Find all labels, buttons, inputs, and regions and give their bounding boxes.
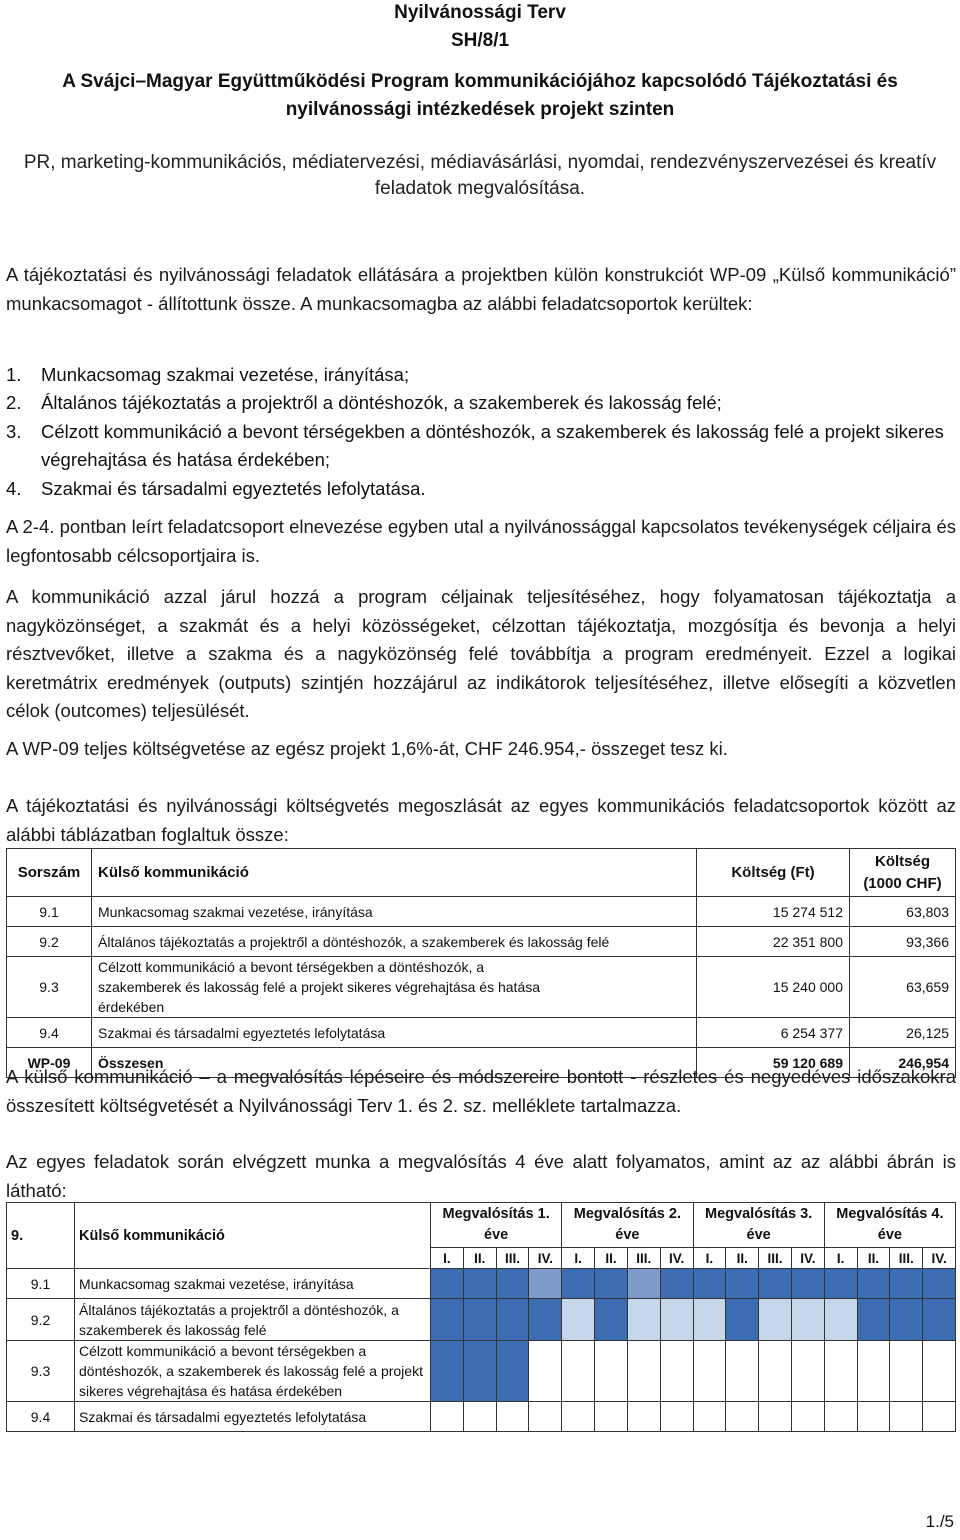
row-number: 9.3 (7, 957, 92, 1018)
row-number: 9.2 (7, 927, 92, 957)
row-number: 9.1 (7, 897, 92, 927)
schedule-cell (857, 1402, 890, 1432)
quarter-header: I. (693, 1248, 726, 1269)
schedule-cell (759, 1341, 792, 1402)
schedule-cell (791, 1269, 824, 1299)
schedule-cell (562, 1341, 595, 1402)
paragraph-schedule: Az egyes feladatok során elvégzett munka a megvalósítás 4 éve alatt folyamatos, amint az az alábbi ábrán is látható: (6, 1151, 956, 1201)
schedule-cell (496, 1269, 529, 1299)
schedule-header-number: 9. (7, 1203, 75, 1269)
schedule-cell (923, 1402, 956, 1432)
row-cost-ft: 6 254 377 (697, 1018, 850, 1048)
schedule-cell (726, 1269, 759, 1299)
row-cost-chf: 93,366 (850, 927, 956, 957)
schedule-cell (890, 1402, 923, 1432)
task-group-list (6, 361, 956, 503)
schedule-cell (431, 1402, 464, 1432)
schedule-cell (759, 1299, 792, 1341)
year-header: Megvalósítás 2. éve (562, 1203, 693, 1248)
schedule-cell (857, 1299, 890, 1341)
list-item-number: 3. (6, 420, 22, 442)
schedule-cell (529, 1299, 562, 1341)
row-name: Célzott kommunikáció a bevont térségekben a döntéshozók, a szakemberek és lakosság felé a projekt sikeres végrehajtása és hatása érdekében (92, 957, 697, 1018)
year-header: Megvalósítás 4. éve (824, 1203, 955, 1248)
row-name: Szakmai és társadalmi egyeztetés lefolytatása (92, 1018, 697, 1048)
paragraph-budget-share: A WP-09 teljes költségvetése az egész projekt 1,6%-át, CHF 246.954,- összeget tesz ki. (6, 738, 728, 759)
quarter-header: IV. (660, 1248, 693, 1269)
list-item-number: 4. (6, 477, 22, 499)
schedule-cell (562, 1299, 595, 1341)
schedule-cell (923, 1269, 956, 1299)
quarter-header: I. (562, 1248, 595, 1269)
schedule-cell (627, 1341, 660, 1402)
schedule-cell (693, 1299, 726, 1341)
schedule-row-number: 9.4 (7, 1402, 75, 1432)
row-name: Munkacsomag szakmai vezetése, irányítása (92, 897, 697, 927)
schedule-cell (726, 1341, 759, 1402)
list-item-text: Általános tájékoztatás a projektről a döntéshozók, a szakemberek és lakosság felé; (41, 392, 722, 414)
schedule-cell (890, 1341, 923, 1402)
table-row (7, 1018, 956, 1048)
schedule-cell (595, 1269, 628, 1299)
schedule-cell (693, 1341, 726, 1402)
schedule-row-number: 9.1 (7, 1269, 75, 1299)
quarter-header: I. (824, 1248, 857, 1269)
list-item-text: Szakmai és társadalmi egyeztetés lefolytatása. (41, 477, 426, 499)
schedule-cell (791, 1341, 824, 1402)
paragraph-annex: A külső kommunikáció – a megvalósítás lépéseire és módszereire bontott - részletes és negyedéves időszakokra összesített költségvetését a Nyilvánossági Terv 1. és 2. sz. melléklete tartalmazza. (6, 1066, 956, 1116)
quarter-header: IV. (791, 1248, 824, 1269)
schedule-cell (824, 1299, 857, 1341)
schedule-cell (824, 1341, 857, 1402)
schedule-cell (529, 1341, 562, 1402)
list-item (6, 361, 956, 389)
schedule-cell (923, 1341, 956, 1402)
list-item (6, 418, 956, 475)
schedule-row-number: 9.3 (7, 1341, 75, 1402)
schedule-cell (627, 1299, 660, 1341)
row-cost-chf: 26,125 (850, 1018, 956, 1048)
schedule-row-number: 9.2 (7, 1299, 75, 1341)
table-row (7, 957, 956, 1018)
paragraph-task-groups: A 2-4. pontban leírt feladatcsoport elnevezése egyben utal a nyilvánossággal kapcsolatos tevékenységek céljaira és legfontosabb célcsoportjaira is. (6, 516, 956, 566)
document-code: SH/8/1 (450, 30, 510, 51)
schedule-cell (693, 1402, 726, 1432)
schedule-cell (595, 1299, 628, 1341)
schedule-row-name: Munkacsomag szakmai vezetése, irányítása (75, 1269, 431, 1299)
schedule-cell (496, 1341, 529, 1402)
quarter-header: IV. (529, 1248, 562, 1269)
quarter-header: III. (759, 1248, 792, 1269)
schedule-cell (660, 1269, 693, 1299)
quarter-header: II. (595, 1248, 628, 1269)
quarter-header: III. (890, 1248, 923, 1269)
row-cost-ft: 15 274 512 (697, 897, 850, 927)
column-header-number: Sorszám (7, 849, 92, 897)
list-item (6, 389, 956, 417)
page-number: 1./5 (925, 1512, 954, 1531)
paragraph-budget-intro: A tájékoztatási és nyilvánossági költségvetés megoszlását az egyes kommunikációs feladatcsoportok között az alábbi táblázatban foglaltuk össze: (6, 795, 956, 845)
schedule-cell (791, 1402, 824, 1432)
budget-table (6, 848, 956, 1078)
year-header: Megvalósítás 1. éve (431, 1203, 562, 1248)
schedule-cell (463, 1299, 496, 1341)
schedule-cell (431, 1341, 464, 1402)
schedule-cell (529, 1402, 562, 1432)
schedule-cell (562, 1269, 595, 1299)
list-item-text: Munkacsomag szakmai vezetése, irányítása; (41, 364, 410, 385)
schedule-cell (890, 1299, 923, 1341)
schedule-cell (759, 1269, 792, 1299)
schedule-cell (726, 1299, 759, 1341)
total-cost-ft: 59 120 689 (697, 1048, 850, 1078)
schedule-cell (824, 1269, 857, 1299)
document-title: Nyilvánossági Terv (394, 2, 566, 23)
schedule-row-name: Általános tájékoztatás a projektről a döntéshozók, a szakemberek és lakosság felé (75, 1299, 431, 1341)
schedule-cell (562, 1402, 595, 1432)
column-header-cost-ft: Költség (Ft) (697, 849, 850, 897)
schedule-cell (431, 1269, 464, 1299)
paragraph-workpackage: A tájékoztatási és nyilvánossági feladatok ellátására a projektben külön konstrukciót WP-09 „Külső kommunikáció” munkacsomagot - állítottunk össze. A munkacsomagba az alábbi feladatcsoportok kerültek: (6, 264, 956, 314)
schedule-header-row (7, 1203, 956, 1248)
total-cost-chf: 246,954 (850, 1048, 956, 1078)
quarter-header: I. (431, 1248, 464, 1269)
table-row (7, 897, 956, 927)
schedule-cell (595, 1402, 628, 1432)
schedule-cell (463, 1269, 496, 1299)
list-item-number: 2. (6, 392, 22, 414)
quarter-header: II. (857, 1248, 890, 1269)
schedule-cell (660, 1402, 693, 1432)
schedule-cell (857, 1269, 890, 1299)
schedule-cell (529, 1269, 562, 1299)
column-header-name: Külső kommunikáció (92, 849, 697, 897)
quarter-header: II. (726, 1248, 759, 1269)
column-header-cost-chf: Költség (1000 CHF) (850, 849, 956, 897)
list-item-number: 1. (6, 364, 22, 385)
table-row (7, 927, 956, 957)
schedule-cell (890, 1269, 923, 1299)
row-cost-ft: 15 240 000 (697, 957, 850, 1018)
schedule-table (6, 1202, 956, 1432)
schedule-cell (627, 1269, 660, 1299)
schedule-cell (463, 1341, 496, 1402)
row-cost-chf: 63,803 (850, 897, 956, 927)
schedule-cell (496, 1299, 529, 1341)
intro-text: PR, marketing-kommunikációs, médiatervezési, médiavásárlási, nyomdai, rendezvényszervezései és kreatív feladatok megvalósítása. (23, 152, 937, 199)
schedule-cell (431, 1299, 464, 1341)
schedule-row (7, 1299, 956, 1341)
schedule-header-title: Külső kommunikáció (75, 1203, 431, 1269)
document-header (0, 0, 960, 124)
schedule-row (7, 1402, 956, 1432)
schedule-cell (595, 1341, 628, 1402)
list-item-text: Célzott kommunikáció a bevont térségekben a döntéshozók, a szakemberek és lakosság felé a projekt sikeres végrehajtása és hatása érdekében; (41, 420, 944, 471)
row-number: 9.4 (7, 1018, 92, 1048)
schedule-cell (824, 1402, 857, 1432)
quarter-header: IV. (923, 1248, 956, 1269)
schedule-cell (463, 1402, 496, 1432)
schedule-cell (660, 1299, 693, 1341)
schedule-row-name: Célzott kommunikáció a bevont térségekben a döntéshozók, a szakemberek és lakosság felé a projekt sikeres végrehajtása és hatása érdekében (75, 1341, 431, 1402)
schedule-cell (693, 1269, 726, 1299)
quarter-header: II. (463, 1248, 496, 1269)
year-header: Megvalósítás 3. éve (693, 1203, 824, 1248)
row-name: Általános tájékoztatás a projektről a döntéshozók, a szakemberek és lakosság felé (92, 927, 697, 957)
schedule-cell (627, 1402, 660, 1432)
schedule-row (7, 1341, 956, 1402)
schedule-cell (726, 1402, 759, 1432)
schedule-row (7, 1269, 956, 1299)
schedule-cell (660, 1341, 693, 1402)
paragraph-communication: A kommunikáció azzal járul hozzá a program céljainak teljesítéséhez, hogy folyamatosan tájékoztatja a nagyközönséget, a szakmát és a helyi közösségeket, célzottan tájékoztatja, mozgósítja és bevonja a helyi résztvevőket, illetve a szakma és a nagyközönség felé továbbítja a program eredményeit. Ezzel a logikai keretmátrix eredmények (outputs) szintjén hozzájárul az indikátorok teljesítéséhez, illetve elősegíti a közvetlen célok (outcomes) teljesülését. (6, 586, 956, 722)
row-cost-ft: 22 351 800 (697, 927, 850, 957)
total-name: Összesen (92, 1048, 697, 1078)
row-cost-chf: 63,659 (850, 957, 956, 1018)
schedule-cell (496, 1402, 529, 1432)
table-header-row (7, 849, 956, 897)
schedule-cell (759, 1402, 792, 1432)
document-subtitle: A Svájci–Magyar Együttműködési Program kommunikációjához kapcsolódó Tájékoztatási és nyilvánossági intézkedések projekt szinten (62, 71, 898, 120)
total-number: WP-09 (7, 1048, 92, 1078)
schedule-cell (857, 1341, 890, 1402)
list-item (6, 475, 956, 503)
schedule-cell (791, 1299, 824, 1341)
schedule-row-name: Szakmai és társadalmi egyeztetés lefolytatása (75, 1402, 431, 1432)
quarter-header: III. (627, 1248, 660, 1269)
schedule-cell (923, 1299, 956, 1341)
quarter-header: III. (496, 1248, 529, 1269)
